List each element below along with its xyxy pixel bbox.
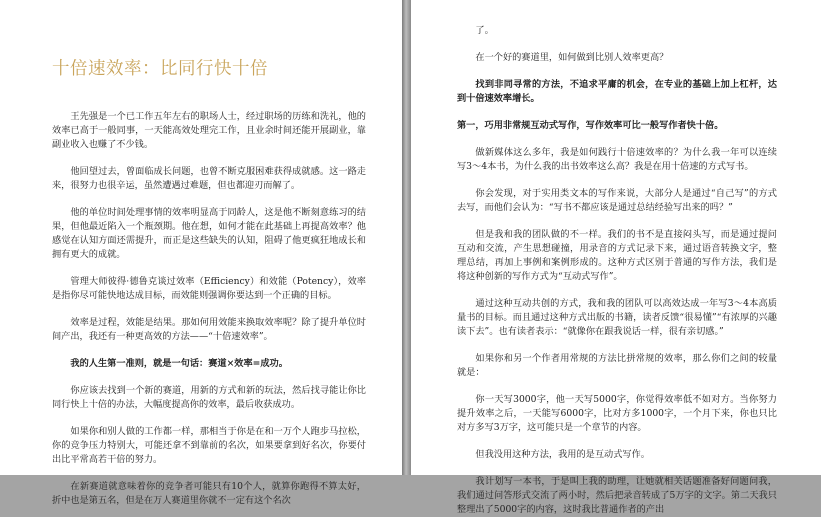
bold-principle: 我的人生第一准则，就是一句话：赛道×效率=成功。 bbox=[70, 358, 288, 369]
chapter-title: 十倍速效率：比同行快十倍 bbox=[52, 59, 268, 79]
left-page bbox=[0, 0, 402, 506]
paragraph: 在新赛道就意味着你的竞争者可能只有10个人，就算你跑得不算太好，折中也是第五名，但是在万人赛道里你就不一定有这个名次 bbox=[52, 481, 366, 506]
paragraph: 王先强是一个已工作五年左右的职场人士，经过职场的历练和洗礼，他的效率已高于一般同事，一天能高效处理完工作，且业余时间还能开展副业，靠副业收入也赚了不少钱。 bbox=[52, 111, 366, 150]
section-heading: 第一，巧用非常规互动式写作，写作效率可比一般写作者快十倍。 bbox=[457, 120, 724, 131]
paragraph: 管理大师彼得·德鲁克谈过效率（Efficiency）和效能（Potency），效率是指你尽可能快地达成目标，而效能则强调你要达到一个正确的目标。 bbox=[52, 276, 366, 301]
paragraph: 但是我和我的团队做的不一样。我们的书不是直接闷头写，而是通过提问互动和交流，产生思想碰撞，用录音的方式记录下来，通过语音转换文字，整理总结，再加上事例和案例形成的。这种方式区别于普通的写作方法，我们是将这种创新的写作方式为“互动式写作”。 bbox=[457, 229, 777, 282]
paragraph: 但我没用这种方法，我用的是互动式写作。 bbox=[475, 449, 650, 460]
paragraph: 通过这种互动共创的方式，我和我的团队可以高效达成一年写3～4本高质量书的目标。而且通过这种方式出版的书籍，读者反馈“很易懂”“有浓厚的兴趣读下去”。也有读者表示：“就像你在跟我说话一样，很有亲切感。” bbox=[457, 298, 777, 337]
paragraph: 了。 bbox=[475, 25, 494, 36]
paragraph: 他的单位时间处理事情的效率明显高于同龄人，这是他不断刻意练习的结果，但他最近陷入一个瓶颈期。他在想，如何才能在此基础上再提高效率？他感觉在认知方面还需提升，而正是这些缺失的认知，阻碍了他更疯狂地成长和拥有更大的成就。 bbox=[52, 207, 366, 260]
paragraph: 他回望过去，曾面临成长问题，也曾不断克服困难获得成就感。这一路走来，很努力也很辛运，虽然遭遇过难题，但也都迎刃而解了。 bbox=[52, 166, 366, 191]
paragraph: 在一个好的赛道里，如何做到比别人效率更高？ bbox=[475, 52, 669, 63]
paragraph: 你应该去找到一个新的赛道，用新的方式和新的玩法，然后找寻能让你比同行快上十倍的办法，大幅度提高你的效率，最后收获成功。 bbox=[52, 385, 366, 410]
right-page bbox=[411, 0, 821, 515]
paragraph: 如果你和另一个作者用常规的方法比拼常规的效率，那么你们之间的较量就是： bbox=[457, 353, 777, 378]
book-gutter bbox=[402, 0, 411, 475]
paragraph: 我计划写一本书，于是叫上我的助理，让她就相关话题准备好问题问我，我们通过问答形式交流了两小时，然后把录音转成了5万字的文字。第二天我只整理出了5000字的内容，这时我比普通作者的产出 bbox=[457, 476, 777, 515]
paragraph: 你一天写3000字，他一天写5000字，你觉得效率低不如对方。当你努力提升效率之后，一天能写6000字，比对方多1000字，一个月下来，你也只比对方多写3万字，这可能只是一个章节的内容。 bbox=[457, 394, 777, 433]
paragraph: 做新媒体这么多年，我是如何践行十倍速效率的？为什么我一年可以连续写3～4本书，为什么我的出书效率这么高？我是在用十倍速的方式写书。 bbox=[457, 147, 777, 172]
paragraph: 如果你和别人做的工作都一样，那相当于你是在和一万个人跑步马拉松，你的竞争压力特别大，可能还拿不到靠前的名次，如果要拿到好名次，你要付出比平常高若干倍的努力。 bbox=[52, 426, 366, 465]
right-page-body bbox=[457, 24, 777, 517]
left-page-body bbox=[52, 110, 366, 508]
bold-method: 找到非同寻常的方法，不追求平庸的机会，在专业的基础上加上杠杆，达到十倍速效率增长。 bbox=[457, 79, 777, 104]
paragraph: 效率是过程，效能是结果。那如何用效能来换取效率呢？除了提升单位时间产出，我还有一种更高效的方法——“十倍速效率”。 bbox=[52, 317, 366, 342]
paragraph: 你会发现，对于实用类文本的写作来说，大部分人是通过“自己写”的方式去写，而他们会认为：“写书不都应该是通过总结经验写出来的吗？” bbox=[457, 188, 777, 213]
